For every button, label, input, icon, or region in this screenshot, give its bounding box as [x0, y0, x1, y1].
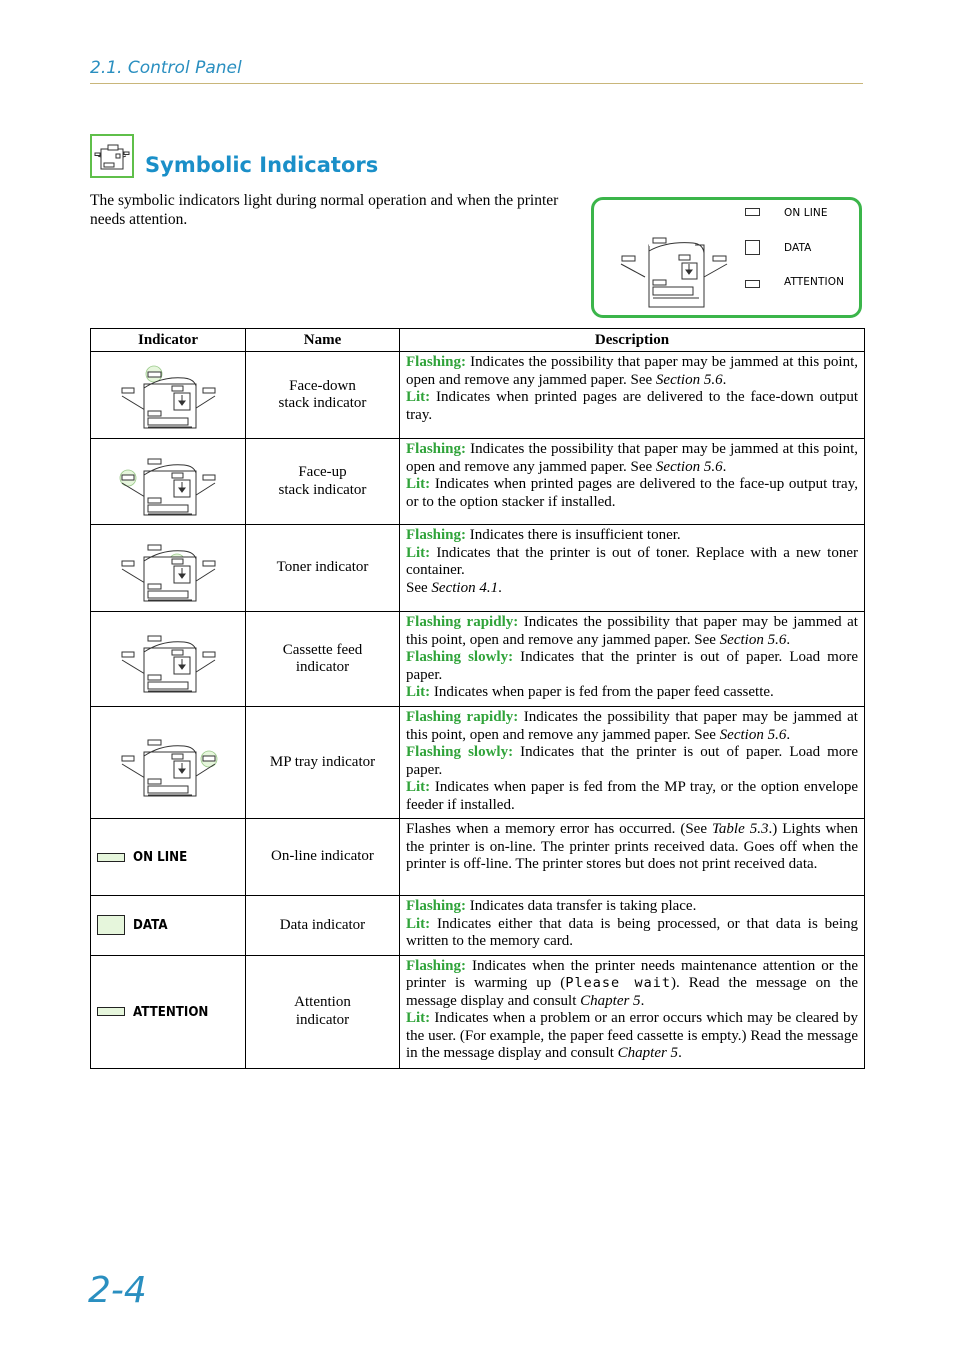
keyword: Flashing slowly:: [406, 744, 514, 760]
keyword: Flashing slowly:: [406, 649, 514, 665]
name-line: stack indicator: [278, 481, 367, 498]
desc-text: Indicates when paper is fed from the paper feed cassette.: [430, 684, 774, 700]
indicator-name: [246, 439, 400, 525]
indicator-description: [400, 439, 865, 525]
indicator-name: [246, 819, 400, 896]
desc-text: Indicates that the printer is out of toner. Replace with a new toner container.: [406, 544, 858, 578]
section-ref: Section 5.6: [719, 726, 787, 743]
desc-text: Indicates that the printer is out of paper. Load more paper.: [406, 649, 859, 683]
indicator-description: [400, 819, 865, 896]
desc-text: Indicates when a problem or an error occurs which may be cleared by the user. (For example, the paper feed cassette is empty.) Read the message in the message display and consult: [406, 1010, 858, 1061]
name-line: stack indicator: [278, 395, 367, 411]
desc-text: Flashes when a memory error has occurred. (See: [406, 821, 712, 837]
indicator-name: [246, 707, 400, 819]
keyword: Flashing:: [406, 957, 467, 974]
desc-text: .: [678, 1045, 682, 1061]
data-label: DATA: [784, 242, 812, 254]
cassette-feed-icon: [91, 612, 246, 707]
indicator-description: [400, 955, 865, 1068]
attention-led-icon: [97, 1007, 125, 1016]
online-led: [745, 208, 760, 216]
section-ref: Chapter 5: [617, 1045, 679, 1061]
toner-icon: [91, 525, 246, 612]
keyword: Flashing rapidly:: [406, 709, 519, 725]
section-ref: Section 5.6: [719, 631, 787, 648]
running-head: 2.1. Control Panel: [90, 58, 242, 78]
section-ref: Table 5.3: [711, 821, 769, 837]
printer-diagram-icon: [619, 235, 729, 310]
page-number: 2-4: [88, 1270, 147, 1311]
indicator-name: [246, 612, 400, 707]
data-led: [745, 240, 760, 255]
printer-indicator-icon: [90, 134, 134, 178]
section-ref: Section 5.6: [655, 458, 723, 475]
table-row: [91, 439, 865, 525]
indicator-name: [246, 896, 400, 956]
desc-text: .: [498, 579, 502, 596]
keyword: Flashing rapidly:: [406, 614, 519, 630]
desc-text: Indicates the possibility that paper may be jammed at this point, open and remove any jammed paper. See: [406, 354, 858, 388]
desc-text: .: [786, 631, 791, 648]
intro-paragraph: The symbolic indicators light during normal operation and when the printer needs attention.: [90, 192, 559, 228]
desc-text: .: [640, 992, 645, 1009]
online-led-icon: [97, 853, 125, 862]
name-line: Cassette feed: [282, 641, 363, 658]
name-line: On-line indicator: [271, 848, 374, 865]
desc-text: .: [722, 458, 727, 475]
section-ref: Section 5.6: [655, 371, 723, 388]
keyword: Lit:: [406, 1010, 431, 1026]
table-row: [91, 707, 865, 819]
face-down-stack-icon: [91, 352, 246, 439]
table-row: [91, 896, 865, 956]
name-line: Data indicator: [279, 916, 366, 933]
table-row: [91, 352, 865, 439]
indicator-description: [400, 352, 865, 439]
name-line: Attention: [294, 994, 351, 1010]
desc-text: ). Read the message on the message display and consult: [406, 975, 858, 1009]
desc-text: Indicates when printed pages are delivered to the face-up output tray, or to the option stacker if installed.: [406, 476, 858, 510]
name-line: MP tray indicator: [269, 753, 376, 770]
display-message: Please wait: [565, 975, 671, 991]
desc-text: Indicates the possibility that paper may be jammed at this point, open and remove any jammed paper. See: [406, 709, 858, 743]
online-indicator-cell: [91, 819, 246, 896]
desc-text: Indicates when the printer needs maintenance attention or the printer is warming up (: [406, 957, 858, 991]
indicator-description: [400, 707, 865, 819]
keyword: Lit:: [406, 915, 431, 932]
keyword: Flashing:: [406, 898, 467, 914]
attention-label: ATTENTION: [784, 276, 845, 288]
table-row: [91, 612, 865, 707]
indicator-name: [246, 525, 400, 612]
name-line: Toner indicator: [276, 559, 369, 576]
table-row: [91, 525, 865, 612]
desc-text: .: [722, 371, 727, 388]
name-line: Face-up: [298, 464, 347, 480]
header-description: Description: [400, 329, 865, 352]
indicator-description: [400, 612, 865, 707]
keyword: Lit:: [406, 476, 431, 492]
header-name: Name: [246, 329, 400, 352]
table-row: [91, 955, 865, 1068]
desc-text: Indicates data transfer is taking place.: [466, 898, 697, 914]
section-ref: Chapter 5: [580, 992, 641, 1009]
led-label: ATTENTION: [133, 1003, 209, 1020]
attention-led: [745, 280, 760, 288]
keyword: Flashing:: [406, 441, 467, 457]
indicator-table: [90, 328, 865, 1069]
keyword: Lit:: [406, 779, 431, 795]
keyword: Flashing:: [406, 527, 467, 543]
name-line: indicator: [295, 1011, 350, 1028]
table-row: [91, 819, 865, 896]
desc-text: .) Lights when the printer is on-line. The printer prints received data. Goes off when the printer is off-line. The printer stores but does not print received data.: [406, 821, 859, 872]
desc-text: Indicates the possibility that paper may be jammed at this point, open and remove any jammed paper. See: [406, 441, 858, 475]
desc-text: Indicates when paper is fed from the MP tray, or the option envelope feeder if installed.: [406, 779, 858, 813]
desc-text: Indicates when printed pages are delivered to the face-down output tray.: [406, 389, 858, 423]
name-line: indicator: [295, 659, 350, 675]
keyword: Lit:: [406, 544, 431, 561]
data-led-icon: [97, 915, 125, 935]
header-rule: [90, 83, 863, 84]
keyword: Lit:: [406, 684, 431, 700]
led-label: ON LINE: [133, 849, 188, 865]
desc-text: See: [406, 579, 432, 596]
data-indicator-cell: [91, 896, 246, 956]
table-header-row: [91, 329, 865, 352]
indicator-name: [246, 352, 400, 439]
keyword: Flashing:: [406, 354, 467, 370]
indicator-name: [246, 955, 400, 1068]
face-up-stack-icon: [91, 439, 246, 525]
desc-text: .: [786, 726, 791, 743]
attention-indicator-cell: [91, 955, 246, 1068]
header-indicator: Indicator: [91, 329, 246, 352]
section-title: Symbolic Indicators: [145, 153, 379, 177]
operator-panel-illustration: [591, 197, 862, 318]
keyword: Lit:: [406, 389, 431, 405]
online-label: ON LINE: [784, 207, 828, 219]
indicator-description: [400, 896, 865, 956]
desc-text: Indicates there is insufficient toner.: [466, 527, 681, 543]
desc-text: Indicates the possibility that paper may be jammed at this point, open and remove any jammed paper. See: [406, 614, 858, 648]
name-line: Face-down: [289, 377, 356, 394]
led-label: DATA: [133, 917, 168, 934]
mp-tray-icon: [91, 707, 246, 819]
desc-text: Indicates either that data is being processed, or that data is being written to the memory card.: [406, 915, 858, 949]
section-ref: Section 4.1: [431, 579, 499, 596]
indicator-description: [400, 525, 865, 612]
desc-text: Indicates that the printer is out of paper. Load more paper.: [406, 744, 859, 778]
